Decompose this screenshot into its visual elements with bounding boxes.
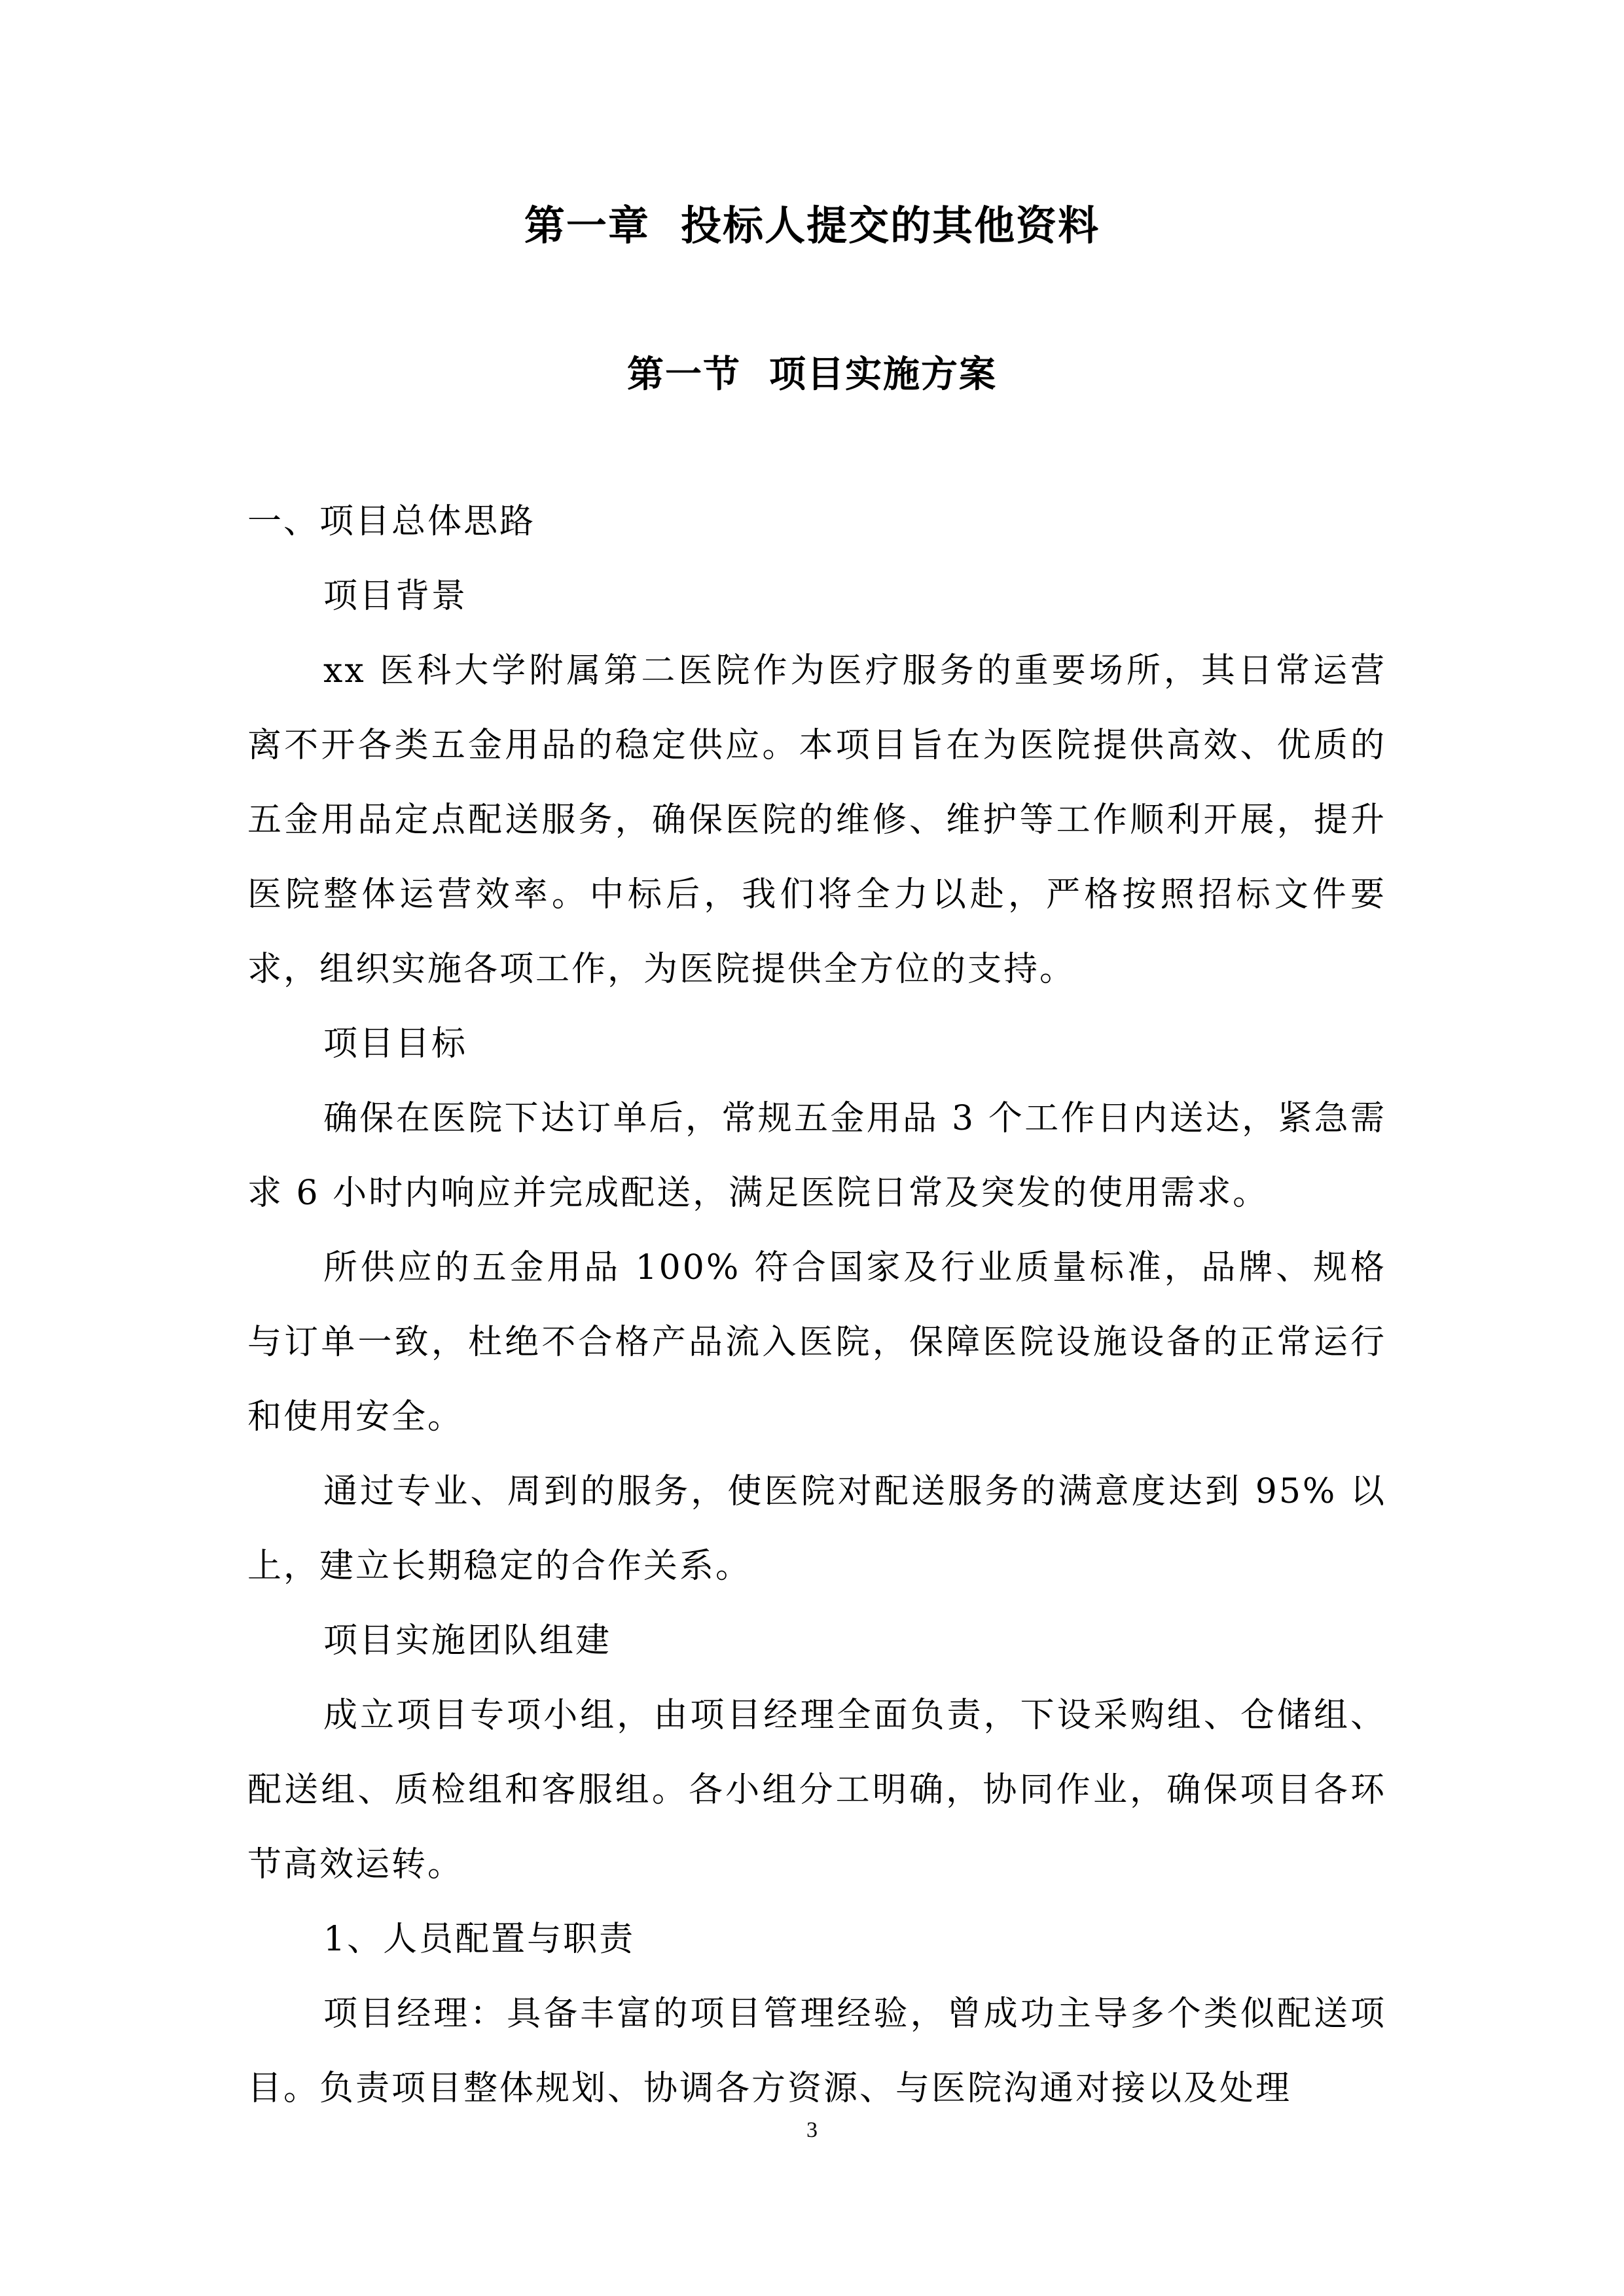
document-body: [247, 484, 1386, 2126]
paragraph-goal-satisfaction: 通过专业、周到的服务，使医院对配送服务的满意度达到 95% 以上，建立长期稳定的合作关系。: [247, 1472, 1386, 1586]
paragraph-team: 成立项目专项小组，由项目经理全面负责，下设采购组、仓储组、配送组、质检组和客服组。各小组分工明确，协同作业，确保项目各环节高效运转。: [247, 1696, 1386, 1884]
paragraph-goal-delivery: 确保在医院下达订单后，常规五金用品 3 个工作日内送达，紧急需求 6 小时内响应并完成配送，满足医院日常及突发的使用需求。: [247, 1099, 1386, 1213]
heading-overall-approach: 一、项目总体思路: [247, 502, 536, 541]
chapter-title: 第一章 投标人提交的其他资料: [524, 202, 1100, 249]
subheading-staffing: 1、人员配置与职责: [323, 1920, 636, 1959]
section-title: 第一节 项目实施方案: [627, 353, 997, 396]
subheading-background: 项目背景: [323, 577, 468, 616]
paragraph-project-manager: 项目经理：具备丰富的项目管理经验，曾成功主导多个类似配送项目。负责项目整体规划、协调各方资源、与医院沟通对接以及处理: [247, 1994, 1386, 2108]
subheading-team: 项目实施团队组建: [323, 1621, 612, 1660]
paragraph-background: xx 医科大学附属第二医院作为医疗服务的重要场所，其日常运营离不开各类五金用品的稳定供应。本项目旨在为医院提供高效、优质的五金用品定点配送服务，确保医院的维修、维护等工作顺利开展，提升医院整体运营效率。中标后，我们将全力以赴，严格按照招标文件要求，组织实施各项工作，为医院提供全方位的支持。: [247, 651, 1386, 989]
paragraph-goal-quality: 所供应的五金用品 100% 符合国家及行业质量标准，品牌、规格与订单一致，杜绝不合格产品流入医院，保障医院设施设备的正常运行和使用安全。: [247, 1248, 1386, 1437]
page-number: 3: [806, 2118, 818, 2142]
subheading-goals: 项目目标: [323, 1024, 468, 1064]
